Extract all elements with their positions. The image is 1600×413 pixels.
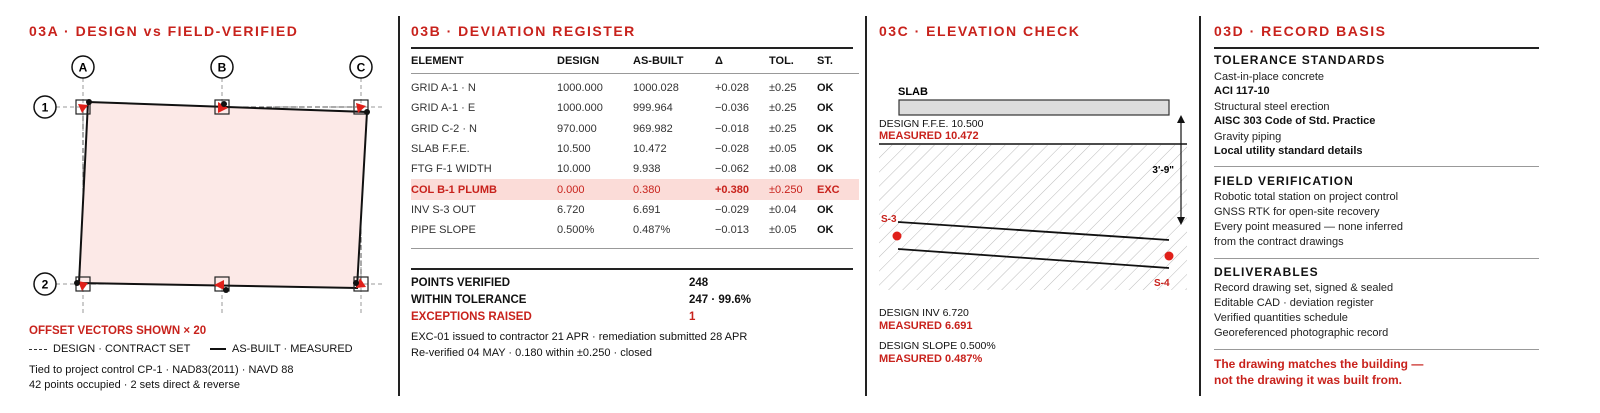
deliverable-item: Georeferenced photographic record bbox=[1214, 327, 1389, 339]
s4-label: S-4 bbox=[1154, 278, 1170, 289]
panel-a-title: 03A · DESIGN vs FIELD-VERIFIED bbox=[29, 23, 299, 39]
exception-note-2: Re-verified 04 MAY · 0.180 within ±0.250 · closed bbox=[411, 347, 653, 359]
grid-bubble-c bbox=[350, 56, 372, 78]
legend-asbuilt: AS-BUILT · MEASURED bbox=[210, 343, 353, 355]
control-note: Tied to project control CP-1 · NAD83(2011) · NAVD 88 bbox=[29, 364, 294, 376]
field-item: Robotic total station on project control bbox=[1214, 191, 1399, 203]
panel-deviation-register bbox=[400, 0, 866, 413]
field-item: GNSS RTK for open-site recovery bbox=[1214, 206, 1380, 218]
s3-label: S-3 bbox=[881, 214, 897, 225]
col-element: ELEMENT bbox=[411, 55, 464, 67]
section-rule bbox=[1214, 258, 1539, 259]
design-inv: DESIGN INV 6.720 bbox=[879, 307, 969, 319]
tolerance-item: Local utility standard details bbox=[1214, 145, 1363, 157]
panel-record-basis bbox=[1201, 0, 1600, 413]
deliverables-heading: DELIVERABLES bbox=[1214, 265, 1319, 279]
grid-bubble-b bbox=[211, 56, 233, 78]
tolerance-item: Cast-in-place concrete bbox=[1214, 71, 1325, 83]
deliverable-item: Verified quantities schedule bbox=[1214, 312, 1348, 324]
deviation-table bbox=[411, 49, 859, 240]
dimension-label: 3'-9" bbox=[1152, 165, 1174, 176]
panel-elevation-check bbox=[867, 0, 1200, 413]
table-row-exception: COL B-1 PLUMB 0.000 0.380 +0.380 ±0.250 EXC bbox=[411, 179, 859, 199]
dashed-line-icon bbox=[29, 349, 47, 350]
summary-rule bbox=[411, 268, 853, 270]
slab-label: SLAB bbox=[898, 86, 928, 98]
tolerance-item: Structural steel erection bbox=[1214, 101, 1330, 113]
deliverable-item: Record drawing set, signed & sealed bbox=[1214, 282, 1394, 294]
within-tolerance-label: WITHIN TOLERANCE bbox=[411, 294, 527, 306]
s3-point bbox=[893, 232, 902, 241]
slab-shape bbox=[899, 100, 1169, 115]
svg-text:C: C bbox=[356, 60, 366, 75]
col-asbuilt: AS-BUILT bbox=[633, 55, 684, 67]
panel-design-vs-field bbox=[0, 0, 400, 413]
tolerance-item: ACI 117-10 bbox=[1214, 85, 1270, 97]
exceptions-value: 1 bbox=[689, 311, 696, 323]
grid-bubble-2 bbox=[34, 273, 56, 295]
grid-bubble-1 bbox=[34, 96, 56, 118]
svg-text:1: 1 bbox=[41, 100, 49, 115]
soil-hatch bbox=[879, 145, 1187, 290]
table-row: INV S-3 OUT 6.720 6.691 −0.029 ±0.04 OK bbox=[411, 203, 834, 216]
s4-point bbox=[1165, 252, 1174, 261]
table-row: GRID A-1 · N 1000.000 1000.028 +0.028 ±0.25 OK bbox=[411, 82, 834, 95]
measured-inv: MEASURED 6.691 bbox=[879, 320, 973, 332]
legend-design: DESIGN · CONTRACT SET bbox=[29, 343, 190, 355]
col-status: ST. bbox=[817, 55, 833, 67]
solid-line-icon bbox=[210, 348, 226, 350]
tagline-1: The drawing matches the building — bbox=[1214, 357, 1424, 371]
exceptions-label: EXCEPTIONS RAISED bbox=[411, 311, 532, 323]
section-rule bbox=[1214, 349, 1539, 350]
within-tolerance-value: 247 · 99.6% bbox=[689, 294, 752, 306]
table-bottom-rule bbox=[411, 248, 853, 249]
panel-d-top-rule bbox=[1214, 47, 1539, 49]
offset-caption: OFFSET VECTORS SHOWN × 20 bbox=[29, 325, 207, 337]
design-ffe: DESIGN F.F.E. 10.500 bbox=[879, 118, 984, 130]
plan-diagram bbox=[0, 0, 400, 320]
field-item: from the contract drawings bbox=[1214, 236, 1344, 248]
tolerance-heading: TOLERANCE STANDARDS bbox=[1214, 53, 1386, 67]
field-verification-heading: FIELD VERIFICATION bbox=[1214, 174, 1354, 188]
points-note: 42 points occupied · 2 sets direct & reverse bbox=[29, 379, 240, 391]
table-row: GRID A-1 · E 1000.000 999.964 −0.036 ±0.25 OK bbox=[411, 102, 834, 115]
svg-text:A: A bbox=[78, 60, 88, 75]
table-row: FTG F-1 WIDTH 10.000 9.938 −0.062 ±0.08 OK bbox=[411, 163, 834, 176]
svg-text:B: B bbox=[217, 60, 227, 75]
panel-c-title: 03C · ELEVATION CHECK bbox=[879, 23, 1081, 39]
table-row: GRID C-2 · N 970.000 969.982 −0.018 ±0.25 OK bbox=[411, 122, 834, 135]
points-verified-label: POINTS VERIFIED bbox=[411, 277, 511, 289]
deliverable-item: Editable CAD · deviation register bbox=[1214, 297, 1374, 309]
table-row: PIPE SLOPE 0.500% 0.487% −0.013 ±0.05 OK bbox=[411, 224, 834, 237]
tolerance-item: AISC 303 Code of Std. Practice bbox=[1214, 115, 1376, 127]
design-slope: DESIGN SLOPE 0.500% bbox=[879, 340, 996, 352]
panel-d-title: 03D · RECORD BASIS bbox=[1214, 23, 1387, 39]
col-tol: TOL. bbox=[769, 55, 794, 67]
tolerance-item: Gravity piping bbox=[1214, 131, 1282, 143]
points-verified-value: 248 bbox=[689, 277, 709, 289]
measured-ffe: MEASURED 10.472 bbox=[879, 130, 979, 142]
field-item: Every point measured — none inferred bbox=[1214, 221, 1403, 233]
col-design: DESIGN bbox=[557, 55, 600, 67]
section-rule bbox=[1214, 166, 1539, 167]
panel-b-title: 03B · DEVIATION REGISTER bbox=[411, 23, 636, 39]
tagline-2: not the drawing it was built from. bbox=[1214, 373, 1402, 387]
asbuilt-outline bbox=[79, 102, 367, 288]
exception-note-1: EXC-01 issued to contractor 21 APR · remediation submitted 28 APR bbox=[411, 331, 748, 343]
svg-text:2: 2 bbox=[41, 277, 49, 292]
measured-slope: MEASURED 0.487% bbox=[879, 353, 983, 365]
grid-bubble-a bbox=[72, 56, 94, 78]
col-delta: Δ bbox=[715, 55, 723, 67]
elevation-section bbox=[867, 0, 1200, 300]
table-row: SLAB F.F.E. 10.500 10.472 −0.028 ±0.05 OK bbox=[411, 143, 834, 156]
table-header-row bbox=[411, 49, 859, 74]
